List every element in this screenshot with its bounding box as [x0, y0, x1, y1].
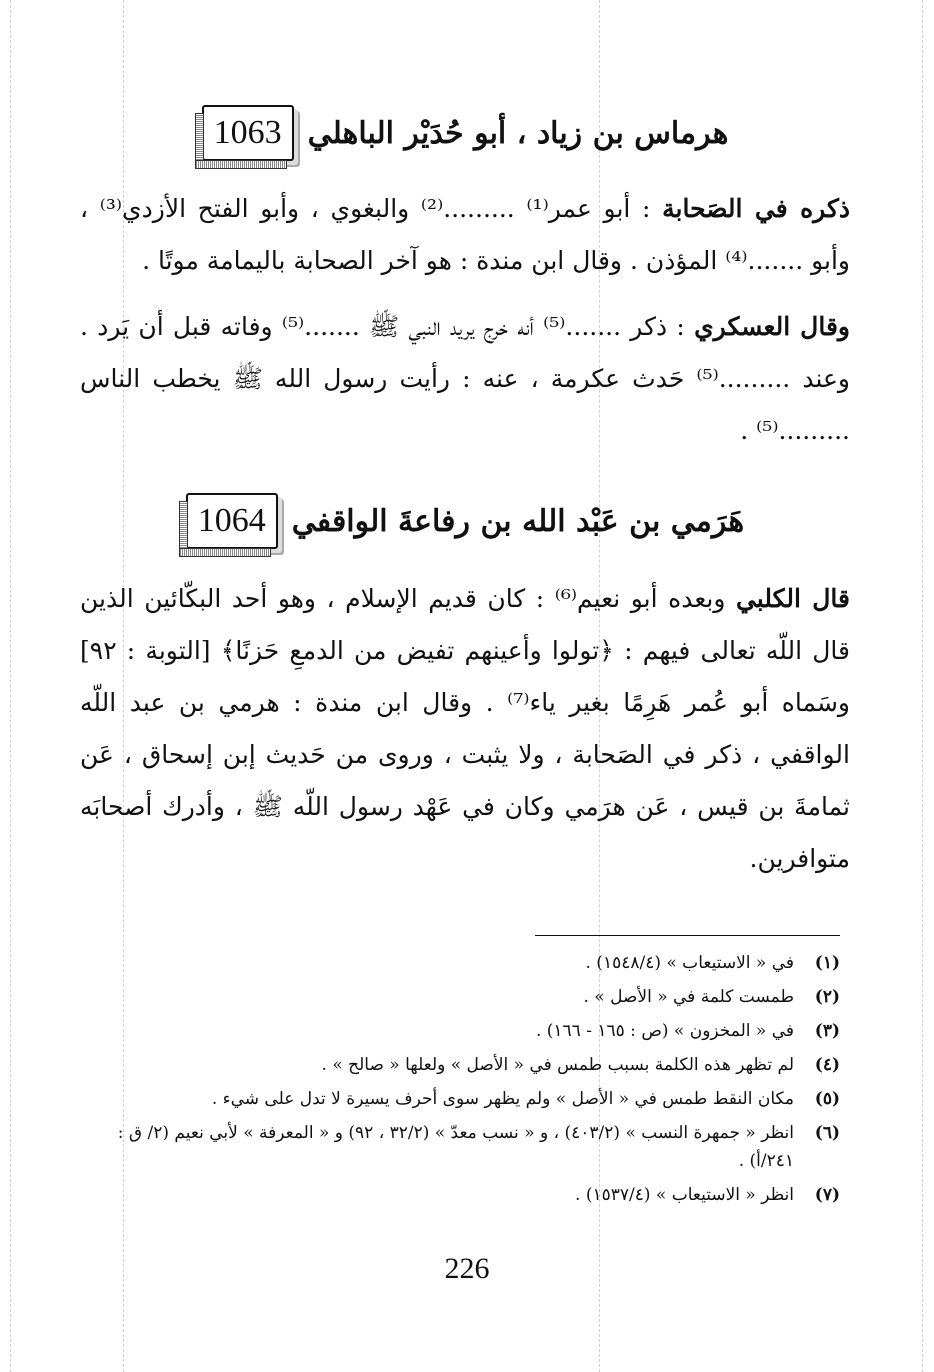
entry-paragraph	[80, 573, 850, 885]
footnote	[90, 1048, 840, 1082]
footnote-text: لم تظهر هذه الكلمة بسبب طمس في « الأصل » ولعلها « صالح » .	[321, 1055, 794, 1075]
footnote	[90, 946, 840, 980]
footnote	[90, 1178, 840, 1212]
entry-number-box: 1063	[202, 105, 294, 161]
footnote-text: انظر « الاستيعاب » (١٥٣٧/٤) .	[575, 1185, 794, 1205]
entry-header	[80, 95, 850, 171]
footnote-text: في « المخزون » (ص : ١٦٥ - ١٦٦) .	[535, 1021, 794, 1041]
footnote-text: انظر « جمهرة النسب » (٤٠٣/٢) ، و « نسب معدّ » (٣٢/٢ ، ٩٢) و « المعرفة » لأبي نعيم (٢/ ق : ٢٤١/أ) .	[117, 1123, 794, 1171]
main-content	[80, 95, 850, 885]
footnote-text: في « الاستيعاب » (١٥٤٨/٤) .	[585, 953, 794, 973]
footnote	[90, 1116, 840, 1178]
footnote-number: (٥)	[814, 1089, 840, 1109]
footnote-number: (٤)	[814, 1055, 840, 1075]
paragraph-lead: قال الكلبي	[735, 584, 850, 613]
entry-number-box: 1064	[186, 493, 278, 549]
scan-guide-line	[922, 0, 923, 1372]
footnote-number: (٧)	[814, 1185, 840, 1205]
paragraph-text: وبعده أبو نعيم⁽⁶⁾ : كان قديم الإسلام ، وهو أحد البكّائين الذين قال اللّه تعالى فيهم : ﴿تولوا وأعينهم تفيض من الدمعِ حَزنًا﴾ [التوبة : ٩٢] وسَماه أبو عُمر هَرِمًا بغير ياء⁽⁷⁾ . وقال ابن مندة : هرمي بن عبد اللّه الواقفي ، ذكر في الصَحابة ، ولا يثبت ، وروى من حَديث إبن إسحاق ، عَن ثمامةَ بن قيس ، عَن هرَمي وكان في عَهْد رسول اللّه ﷺ ، وأدرك أصحابَه متوافرين.	[80, 584, 850, 873]
entry-paragraph	[80, 301, 850, 457]
footnote-number: (١)	[814, 953, 840, 973]
footnote-text: مكان النقط طمس في « الأصل » ولم يظهر سوى أحرف يسيرة لا تدل على شيء .	[211, 1089, 794, 1109]
footnote-list	[90, 946, 840, 1212]
page-number: 226	[444, 1252, 490, 1285]
paragraph-lead: وقال العسكري	[694, 312, 850, 341]
entry-title: هَرَمي بن عَبْد الله بن رفاعةَ الواقفي	[291, 503, 745, 539]
entry-paragraph	[80, 183, 850, 287]
paragraph-lead: ذكره في الصَحابة	[662, 194, 851, 223]
footnotes	[90, 935, 840, 1212]
paragraph-text: : أبو عمر⁽¹⁾ .........⁽²⁾ والبغوي ، وأبو الفتح الأزدي⁽³⁾ ، وأبو .......⁽⁴⁾ المؤذن . وقال ابن مندة : هو آخر الصحابة باليمامة موتًا .	[80, 194, 850, 275]
scan-guide-line	[10, 0, 11, 1372]
entry-header	[80, 483, 850, 559]
footnote-text: طمست كلمة في « الأصل » .	[583, 987, 794, 1007]
footnote-number: (٣)	[814, 1021, 840, 1041]
footnote	[90, 1082, 840, 1116]
entry-title: هرماس بن زياد ، أبو حُدَيْر الباهلي	[307, 115, 729, 151]
footnote-number: (٦)	[814, 1123, 840, 1143]
paragraph-text: : ذكر .......⁽⁵⁾ أنه خرج يريد النبي ﷺ .......⁽⁵⁾ وفاته قبل أن يَرد . وعند .........⁽⁵⁾ حَدث عكرمة ، عنه : رأيت رسول الله ﷺ يخطب الناس .........⁽⁵⁾ .	[80, 312, 851, 445]
footnote-divider	[535, 935, 840, 936]
footnote	[90, 980, 840, 1014]
footnote-number: (٢)	[814, 987, 840, 1007]
footnote	[90, 1014, 840, 1048]
